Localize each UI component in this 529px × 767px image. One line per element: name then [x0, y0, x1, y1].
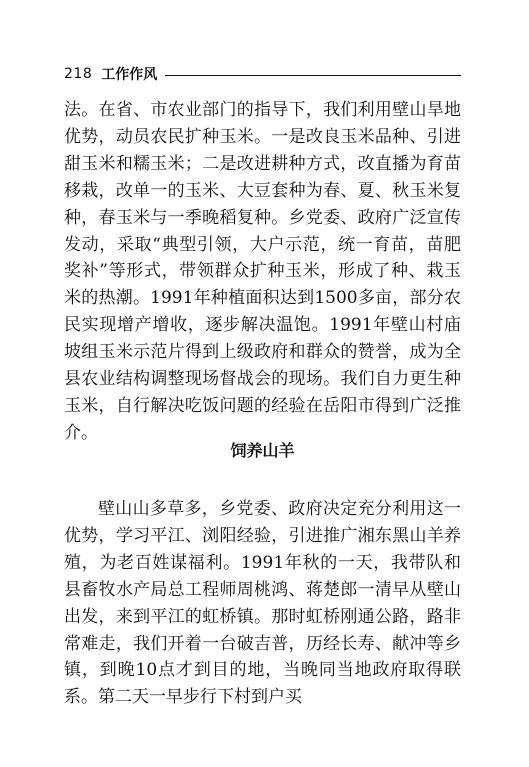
section-heading: 饲养山羊 — [230, 441, 295, 460]
page-number: 218 — [64, 66, 93, 82]
page-header — [64, 64, 461, 84]
header-rule — [165, 75, 461, 76]
body-paragraph-2: 壁山山多草多，乡党委、政府决定充分利用这一优势，学习平江、浏阳经验，引进推广湘东黑山羊养殖，为老百姓谋福利。1991年秋的一天，我带队和县畜牧水产局总工程师周桃鸿、蒋楚郎一清早从壁山出发，来到平江的虹桥镇。那时虹桥刚通公路，路非常难走，我们开着一台破吉普，历经长寿、献冲等乡镇，到晚10点才到目的地，当晚同当地政府取得联系。第二天一早步行下村到户买 — [64, 499, 461, 708]
body-paragraph-1: 法。在省、市农业部门的指导下，我们利用壁山旱地优势，动员农民扩种玉米。一是改良玉米品种、引进甜玉米和糯玉米；二是改进耕种方式，改直播为育苗移栽，改单一的玉米、大豆套种为春、夏、秋玉米复种，春玉米与一季晚稻复种。乡党委、政府广泛宣传发动，采取“典型引领，大户示范，统一育苗，苗肥奖补”等形式，带领群众扩种玉米，形成了种、栽玉米的热潮。1991年种植面积达到1500多亩，部分农民实现增产增收，逐步解决温饱。1991年壁山村庙坡组玉米示范片得到上级政府和群众的赞誉，成为全县农业结构调整现场督战会的现场。我们自力更生种玉米，自行解决吃饭问题的经验在岳阳市得到广泛推介。 — [64, 100, 461, 443]
running-title: 工作作风 — [101, 67, 158, 83]
